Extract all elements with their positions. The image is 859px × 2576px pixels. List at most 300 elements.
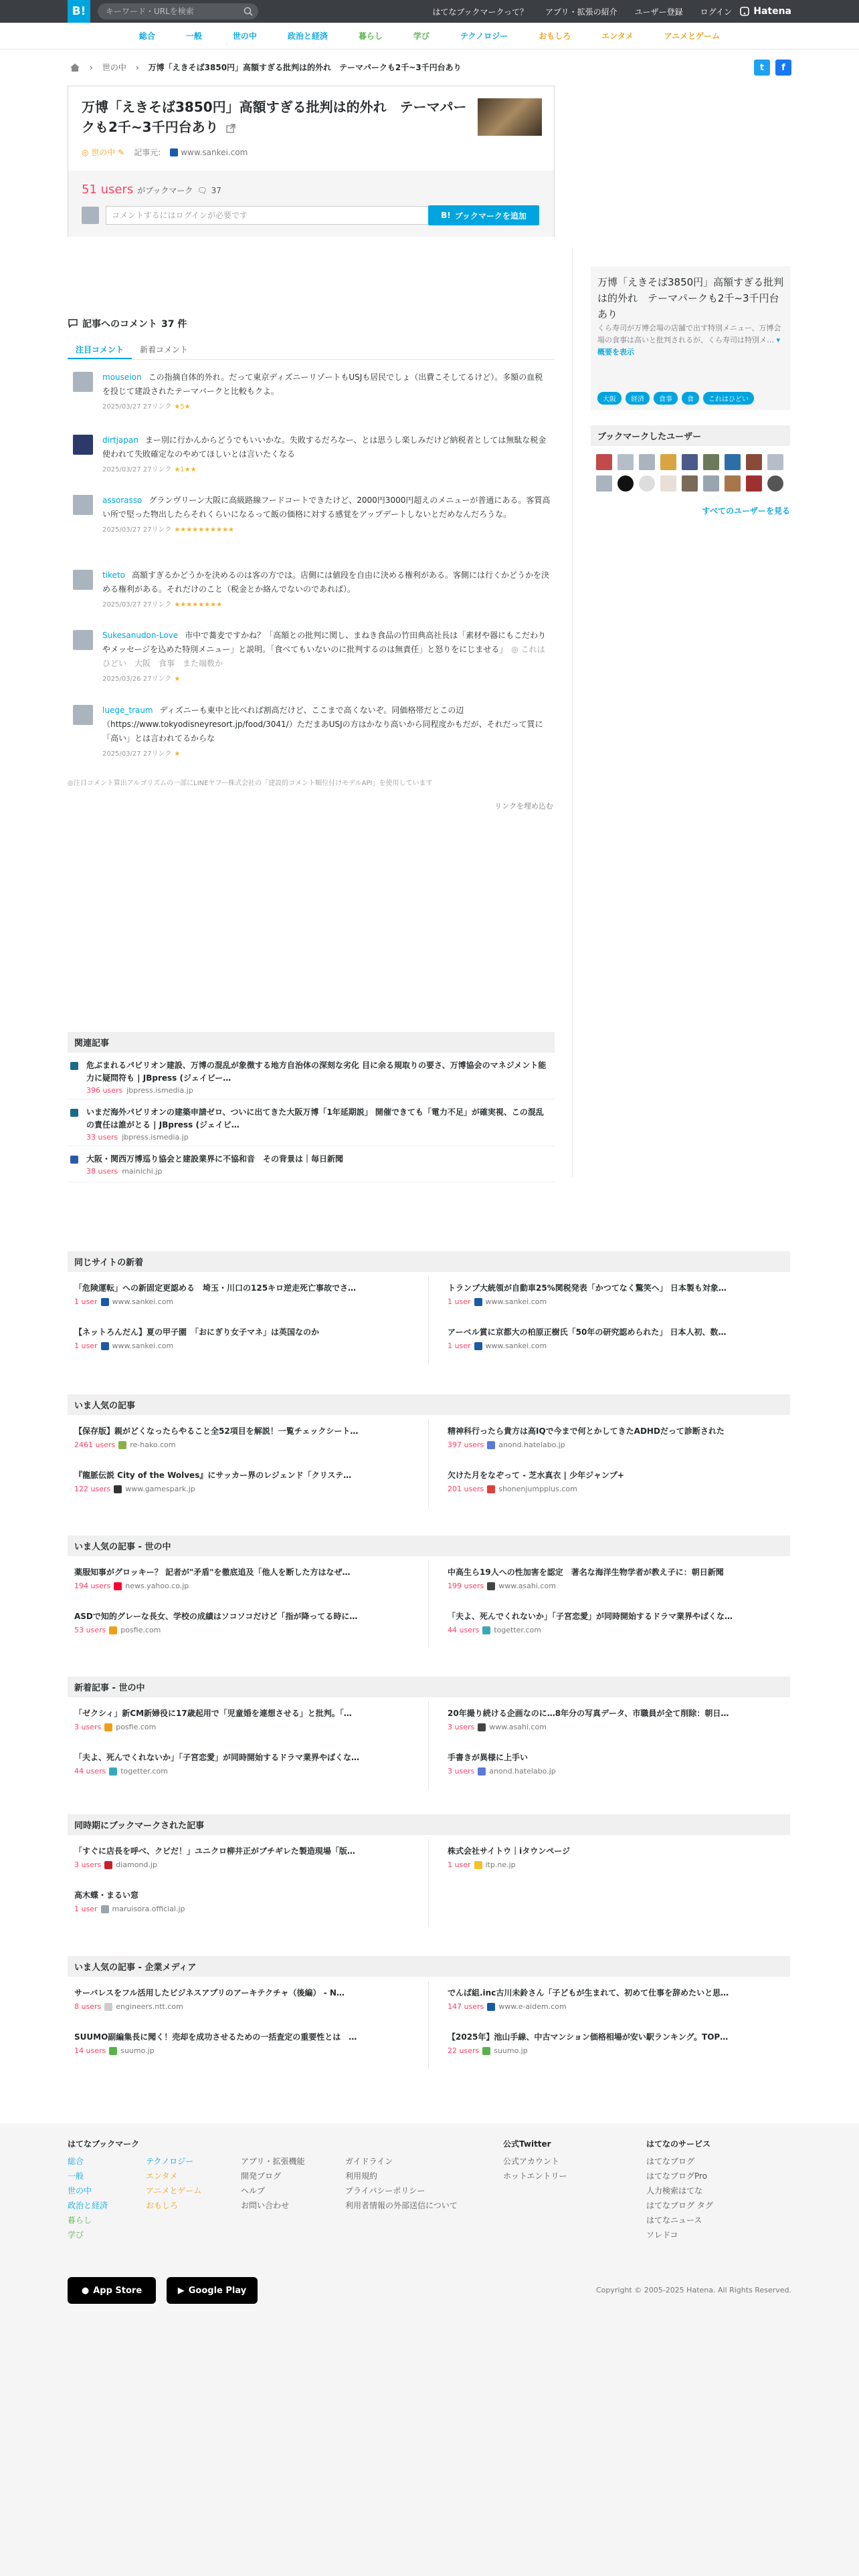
footer-link[interactable]: 公式アカウント: [503, 2157, 559, 2166]
article-cell[interactable]: [68, 1701, 429, 1745]
breadcrumb-category[interactable]: 世の中: [102, 63, 126, 72]
comment-user[interactable]: luege_traum: [102, 706, 153, 715]
article-title: でんぱ組.inc古川未鈴さん「子どもが生まれて、初めて仕事を辞めたいと思…: [448, 1988, 729, 1998]
article-meta: [448, 1582, 778, 1590]
entry-category[interactable]: ◎ 世の中 ✎: [82, 148, 125, 157]
article-domain: anond.hatelabo.jp: [498, 1440, 565, 1449]
article-meta: [448, 1440, 778, 1449]
jbpress-favicon-icon: [70, 1062, 78, 1070]
article-title: 【保存版】親がどくなったらやること全52項目を解説！一覧チェックシート…: [74, 1426, 359, 1436]
article-title: 『龍脈伝説 City of the Wolves』にサッカー界のレジェンド「クリステ…: [74, 1471, 352, 1480]
comment-text: グランヴリーン大阪に高級路線フードコートできたけど、2000円3000円超えのメニューが普通にある。客質高い所で堅った物出したらそれくらいになるって飯の価格に対する感覚をアップデートしないとだめなんだろうな。: [102, 496, 551, 519]
article-meta: [74, 1767, 416, 1776]
add-bookmark-button[interactable]: [428, 205, 539, 225]
footer-link[interactable]: ソレドコ: [646, 2230, 678, 2240]
comment-date[interactable]: 2025/03/26: [102, 675, 141, 683]
article-meta: [74, 1905, 416, 1913]
article-users: 3 users: [448, 1723, 475, 1731]
user-avatar[interactable]: [682, 454, 698, 470]
comment-date[interactable]: 2025/03/27: [102, 403, 141, 411]
user-avatar[interactable]: [660, 475, 676, 492]
user-avatar[interactable]: [639, 454, 655, 470]
asahi-favicon-icon: [478, 1723, 486, 1731]
breadcrumb-separator: ›: [135, 62, 139, 72]
footer-link[interactable]: ホットエントリー: [503, 2171, 567, 2181]
summary-text-body: くら寿司が万博会場の店舗で出す特別メニュー、万博会場の食事は高いと批判されるが、くら寿司は特別メ…: [597, 324, 781, 344]
article-title: 「すぐに店長を呼べ、クビだ！」ユニクロ柳井正がブチギレた製造現場「版…: [74, 1846, 355, 1856]
article-meta: [448, 1626, 778, 1634]
aidem-favicon-icon: [487, 2003, 495, 2011]
article-domain: news.yahoo.co.jp: [125, 1582, 189, 1590]
avatar[interactable]: [73, 570, 93, 590]
comment-date[interactable]: 2025/03/27: [102, 601, 141, 609]
article-users: 194 users: [74, 1582, 111, 1590]
star-icon[interactable]: ★5★: [174, 403, 191, 411]
related-title: 危ぶまれるパビリオン建設、万博の混乱が象徴する地方自治体の深刻な劣化 目に余る規取りの要さ、万博協会のマネジメント能力に疑問符も | JBpress (ジェイビー…: [86, 1061, 547, 1083]
footer-link[interactable]: はてなブログPro: [646, 2171, 708, 2181]
source-link[interactable]: [170, 148, 248, 157]
star-icon[interactable]: ★: [174, 675, 181, 683]
all-users-link[interactable]: すべてのユーザーを見る: [702, 506, 790, 516]
comment-meta: [102, 523, 551, 537]
section-heading: 新着記事 - 世の中: [68, 1677, 790, 1697]
entry-title-text: 万博「えきそば3850円」高額すぎる批判は的外れ テーマパークも2千~3千円台あり: [82, 99, 467, 135]
footer-link[interactable]: 利用規約: [345, 2171, 378, 2181]
comment-meta: [102, 463, 551, 477]
entry-thumbnail[interactable]: [478, 98, 542, 136]
avatar[interactable]: [73, 630, 93, 650]
site-favicon-icon: [118, 1441, 126, 1449]
article-cell[interactable]: [68, 1745, 429, 1790]
comment-user[interactable]: Sukesanudon-Love: [102, 631, 179, 640]
article-title: 高木蝶・まるい窓: [74, 1891, 139, 1900]
user-avatar[interactable]: [596, 454, 612, 470]
article-users: 1 user: [448, 1341, 471, 1350]
article-meta: [74, 1440, 416, 1449]
footer-link[interactable]: はてなブログ タグ: [646, 2201, 713, 2210]
nav-economics[interactable]: 政治と経済: [287, 31, 328, 41]
footer-link[interactable]: お問い合わせ: [241, 2201, 290, 2210]
bookmark-panel: [68, 171, 554, 237]
comment-tags: ◎ これはひどい 大阪 食事 また端数か: [102, 645, 545, 668]
related-users: 396 users: [86, 1086, 123, 1095]
article-domain: www.gamespark.jp: [125, 1485, 195, 1493]
article-meta: [74, 2002, 416, 2011]
user-avatar[interactable]: [767, 454, 783, 470]
footer-link[interactable]: ヘルプ: [241, 2186, 266, 2195]
article-meta: [448, 1341, 778, 1350]
article-meta: [74, 1297, 416, 1306]
article-meta: [448, 2046, 778, 2055]
signup-link[interactable]: ユーザー登録: [634, 7, 683, 17]
article-users: 201 users: [448, 1485, 484, 1493]
footer-link[interactable]: 政治と経済: [68, 2201, 108, 2210]
article-cell[interactable]: [429, 1419, 790, 1463]
footer-col-apps: [241, 2154, 305, 2213]
related-users: 33 users: [86, 1133, 118, 1142]
comment-algorithm-note: ◎注目コメント算出アルゴリズムの一部にLINEヤフー株式会社の「建設的コメント順位付けモデルAPI」を使用しています: [68, 780, 433, 787]
comment-meta: [102, 598, 551, 612]
itp-favicon-icon: [474, 1861, 482, 1869]
hatena-brand-label: Hatena: [753, 6, 791, 17]
avatar[interactable]: [73, 372, 93, 392]
popular-section: [68, 1394, 790, 1507]
comment-box: [82, 205, 443, 225]
footer-link[interactable]: アプリ・拡張機能: [241, 2157, 305, 2166]
new-society-section: [68, 1677, 790, 1790]
article-cell[interactable]: [68, 1320, 429, 1364]
comment-body: [102, 629, 551, 686]
nav-fun[interactable]: おもしろ: [539, 31, 571, 41]
article-title: 【ネットろんだん】夏の甲子園 「おにぎり女子マネ」は英国なのか: [74, 1327, 320, 1337]
article-cell[interactable]: [68, 1981, 429, 2025]
hatena-bookmark-logo[interactable]: B!: [68, 0, 90, 23]
article-title: 【2025年】池山手線、中古マンション価格相場が安い駅ランキング。TOP…: [448, 2032, 729, 2042]
related-meta: [80, 1167, 555, 1176]
related-item[interactable]: [68, 1146, 555, 1182]
nav-sougou[interactable]: 総合: [138, 31, 155, 41]
article-cell[interactable]: [429, 1320, 790, 1364]
sankei-favicon-icon: [474, 1342, 482, 1350]
google-play-badge[interactable]: [167, 2277, 258, 2304]
comment-meta: [102, 400, 551, 414]
footer-link[interactable]: 総合: [68, 2157, 84, 2166]
facebook-share-icon[interactable]: f: [775, 60, 791, 76]
anond-favicon-icon: [478, 1767, 486, 1776]
comment-text: まー別に行かんからどうでもいいかな。失敗するだろなー、とは思うし楽しみだけど納税者としては無駄な税金使われて失敗確定なのやめてほしいとは言いたくなる: [102, 435, 547, 459]
summary-box: [591, 266, 790, 410]
summary-more-link[interactable]: ▾ 概要を表示: [597, 336, 781, 356]
footer-link[interactable]: 暮らし: [68, 2216, 92, 2225]
article-users: 1 user: [448, 1860, 471, 1869]
entry-meta: [82, 146, 248, 158]
article-cell[interactable]: [68, 2025, 429, 2069]
nav-life[interactable]: 暮らし: [358, 31, 383, 41]
article-title: 20年撮り続ける企画なのに…8年分の写真データ、市職員が全て削除：朝日…: [448, 1709, 729, 1718]
tag-list: [597, 392, 754, 405]
nav-social[interactable]: 世の中: [232, 31, 257, 41]
sankei-favicon-icon: [474, 1298, 482, 1306]
article-domain: www.sankei.com: [112, 1341, 174, 1350]
article-domain: www.sankei.com: [485, 1297, 547, 1306]
tab-popular[interactable]: 注目コメント: [68, 341, 132, 359]
nav-it[interactable]: テクノロジー: [460, 31, 508, 41]
user-avatar-grid: [591, 446, 790, 492]
article-cell[interactable]: [429, 1463, 790, 1507]
article-cell[interactable]: [68, 1560, 429, 1604]
article-title: 手書きが異様に上手い: [448, 1753, 529, 1762]
footer-heading: 公式Twitter: [503, 2139, 551, 2149]
corporate-media-section: [68, 1956, 790, 2069]
tab-new[interactable]: 新着コメント: [140, 345, 189, 354]
breadcrumb: [70, 62, 462, 73]
footer-link[interactable]: 世の中: [68, 2186, 92, 2195]
related-title: いまだ海外パビリオンの建築申請ゼロ、ついに出てきた大阪万博「1年延期説」 開催できても「電力不足」が確実視、この混乱の責任は誰がとる | JBpress (ジェイビ…: [86, 1107, 544, 1130]
tag[interactable]: これはひどい: [703, 392, 754, 405]
star-icon[interactable]: ★1★★: [174, 466, 197, 473]
comment-user[interactable]: tiketo: [102, 570, 125, 580]
entry-title[interactable]: [82, 97, 470, 137]
article-title: ASDで知的グレーな長女、学校の成績はソコソコだけど「指が降ってる時に…: [74, 1612, 358, 1621]
article-users: 122 users: [74, 1485, 111, 1493]
entry-category-label: 世の中: [91, 148, 116, 157]
comment-link-count[interactable]: 27リンク: [142, 403, 172, 411]
user-avatar[interactable]: [682, 475, 698, 492]
article-title: 株式会社サイトウ｜iタウンページ: [448, 1846, 571, 1856]
avatar[interactable]: [73, 495, 93, 515]
article-users: 44 users: [448, 1626, 480, 1634]
article-cell[interactable]: [429, 1745, 790, 1790]
comment-link-count[interactable]: 27リンク: [142, 675, 172, 683]
article-domain: www.asahi.com: [489, 1723, 547, 1731]
comment-text: 高額すぎるかどうかを決めるのは客の方では。店側には値段を自由に決める権利がある。客側には行くかどうかを決める権利がある。それだけのこと（税金とか絡んでないのであれば）。: [102, 570, 550, 594]
comment-text: この指摘自体的外れ。だって東京ディズニーリゾートもUSJも居民でしょ（出費こそしてるけど）。多額の血税を投じて建設されたテーマパークと比較もクよ。: [102, 372, 543, 396]
apps-link[interactable]: アプリ・拡張の紹介: [545, 7, 617, 17]
article-meta: [74, 1582, 416, 1590]
article-cell[interactable]: [429, 1560, 790, 1604]
article-users: 22 users: [448, 2046, 480, 2055]
footer-link[interactable]: 利用者情報の外部送信について: [345, 2201, 458, 2210]
footer-services: [646, 2137, 713, 2242]
comment-link-count[interactable]: 27リンク: [142, 601, 172, 609]
comment-link-count[interactable]: 27リンク: [142, 466, 172, 473]
article-cell[interactable]: [68, 1463, 429, 1507]
footer-categories: [68, 2137, 139, 2242]
related-meta: [80, 1133, 555, 1142]
article-domain: togetter.com: [120, 1767, 168, 1776]
bookmark-users: [591, 425, 790, 516]
bookmark-b-icon: B!: [441, 211, 451, 220]
footer-twitter: [503, 2137, 567, 2183]
user-avatar[interactable]: [596, 475, 612, 492]
avatar[interactable]: [73, 705, 93, 725]
related-title: 大阪・関西万博巡り協会と建設業界に不協和音 その背景は｜毎日新聞: [86, 1154, 344, 1164]
article-meta: [448, 1297, 778, 1306]
section-heading: 同じサイトの新着: [68, 1251, 790, 1272]
footer-link[interactable]: エンタメ: [146, 2171, 178, 2181]
nav-knowledge[interactable]: 学び: [413, 31, 430, 41]
nav-general[interactable]: 一般: [185, 31, 202, 41]
user-avatar[interactable]: [617, 475, 634, 492]
article-users: 2461 users: [74, 1440, 116, 1449]
comment-user[interactable]: mouseion: [102, 372, 142, 382]
article-cell[interactable]: [429, 1701, 790, 1745]
summary-more-label: 概要を表示: [597, 348, 634, 356]
article-cell[interactable]: [429, 2025, 790, 2069]
article-users: 3 users: [74, 1860, 102, 1869]
article-cell-empty: [429, 1883, 790, 1927]
article-users: 147 users: [448, 2002, 484, 2011]
login-link[interactable]: ログイン: [700, 7, 732, 17]
comments-heading: [68, 317, 187, 330]
user-avatar[interactable]: [746, 475, 762, 492]
footer-link[interactable]: おもしろ: [146, 2201, 179, 2210]
article-users: 199 users: [448, 1582, 484, 1590]
article-domain: shonenjumpplus.com: [498, 1485, 577, 1493]
tag[interactable]: 食事: [654, 392, 678, 405]
footer-link[interactable]: 一般: [68, 2171, 84, 2181]
article-title: 「夫よ、死んでくれないか」「子宮恋愛」が同時開始するドラマ業界やばくな…: [74, 1753, 360, 1762]
comment-date[interactable]: 2025/03/27: [102, 526, 141, 534]
article-users: 53 users: [74, 1626, 106, 1634]
popular-society-section: [68, 1535, 790, 1648]
footer-heading: はてなブックマーク: [68, 2139, 140, 2149]
comment-input[interactable]: コメントするにはログインが必要です: [106, 206, 443, 225]
star-icon[interactable]: ★★★★★★★★: [174, 601, 223, 609]
suumo-favicon-icon: [482, 2047, 490, 2055]
article-domain: diamond.jp: [116, 1860, 157, 1869]
footer-link[interactable]: プライバシーポリシー: [345, 2186, 425, 2195]
comment-link-count[interactable]: 27リンク: [142, 750, 172, 758]
article-domain: www.sankei.com: [485, 1341, 547, 1350]
user-avatar[interactable]: [725, 454, 741, 470]
article-domain: suumo.jp: [120, 2046, 155, 2055]
about-link[interactable]: はてなブックマークって？: [432, 7, 529, 17]
article-cell[interactable]: [429, 1604, 790, 1648]
article-domain: www.e-aidem.com: [498, 2002, 567, 2011]
related-item[interactable]: [68, 1099, 555, 1146]
related-meta: [80, 1086, 555, 1095]
related-domain: jbpress.ismedia.jp: [122, 1133, 189, 1142]
entry-card: [68, 86, 555, 237]
top-links: [432, 0, 732, 23]
article-meta: [448, 1860, 778, 1869]
app-store-label: App Store: [93, 2285, 142, 2296]
breadcrumb-title: 万博「えきそば3850円」高額すぎる批判は的外れ テーマパークも2千~3千円台あり: [148, 63, 462, 72]
tag[interactable]: 食: [682, 392, 699, 405]
article-title: トランプ大統領が自動車25%関税発表「かつてなく驚笑へ」 日本製も対象…: [448, 1283, 727, 1293]
related-item[interactable]: [68, 1053, 555, 1099]
article-domain: togetter.com: [494, 1626, 541, 1634]
jbpress-favicon-icon: [70, 1109, 78, 1117]
article-meta: [448, 1485, 778, 1493]
user-avatar[interactable]: [660, 454, 676, 470]
twitter-share-icon[interactable]: t: [754, 60, 770, 76]
comment-user[interactable]: assorasso: [102, 496, 142, 505]
user-avatar[interactable]: [767, 475, 783, 492]
comment-tags-text: これはひどい 大阪 食事 また端数か: [102, 645, 545, 668]
article-cell[interactable]: [68, 1604, 429, 1648]
footer-link[interactable]: アニメとゲーム: [146, 2186, 202, 2195]
user-avatar[interactable]: [617, 454, 634, 470]
search-input[interactable]: [98, 3, 258, 19]
breadcrumb-separator: ›: [90, 62, 93, 72]
embed-link[interactable]: リンクを埋め込む: [494, 802, 553, 811]
site-favicon-icon: [487, 1441, 495, 1449]
comment-body: [102, 433, 551, 477]
footer-link[interactable]: 開発ブログ: [241, 2171, 282, 2181]
hatena-brand[interactable]: [740, 0, 791, 23]
users-count-suffix: がブックマーク: [137, 186, 193, 195]
site-favicon-icon: [114, 1485, 122, 1493]
avatar: [82, 207, 99, 224]
search-placeholder: キーワード・URLを検索: [106, 7, 194, 16]
article-domain: posfie.com: [116, 1723, 157, 1731]
footer-link[interactable]: はてなニュース: [646, 2216, 702, 2225]
user-avatar[interactable]: [703, 454, 719, 470]
user-avatar[interactable]: [639, 475, 655, 492]
comment-text: 市中で蕎麦ですかね？「高額との批判に関し、まねき食品の竹田典高社長は「素材や器にもこだわりやメッセージを込めた特別メニュー」と説明。「食べてもいないのに批判するのは無責任」と怒りをにじませる」: [102, 631, 547, 654]
site-favicon-icon: [487, 1485, 495, 1493]
article-meta: [448, 1767, 778, 1776]
bookmark-users-heading: ブックマークしたユーザー: [591, 425, 790, 446]
comment-date[interactable]: 2025/03/27: [102, 750, 141, 758]
tag[interactable]: 経済: [626, 392, 650, 405]
related-domain: jbpress.ismedia.jp: [126, 1086, 193, 1095]
nav-game[interactable]: アニメとゲーム: [664, 31, 721, 41]
article-cell[interactable]: [68, 1839, 429, 1883]
comment-link-count[interactable]: 27リンク: [142, 526, 172, 534]
sankei-favicon-icon: [101, 1342, 109, 1350]
posfie-favicon-icon: [109, 1626, 117, 1634]
section-heading: 同時期にブックマークされた記事: [68, 1814, 790, 1835]
star-icon[interactable]: ★★★★★★★★★★: [174, 526, 235, 534]
article-meta: [74, 1485, 416, 1493]
user-avatar[interactable]: [703, 475, 719, 492]
article-title: 「ゼクシィ」新CM新婦役に17歳起用で「児童婚を連想させる」と批判。「…: [74, 1709, 352, 1718]
article-cell[interactable]: [68, 1883, 429, 1927]
avatar[interactable]: [73, 435, 93, 455]
ntt-favicon-icon: [104, 2003, 112, 2011]
users-count[interactable]: [82, 183, 221, 197]
article-title: 中高生ら19人への性加害を認定 著名な海洋生物学者が教え子に：朝日新聞: [448, 1568, 724, 1577]
app-store-badge[interactable]: [68, 2277, 156, 2304]
article-meta: [74, 1723, 416, 1731]
suumo-favicon-icon: [109, 2047, 117, 2055]
footer-link[interactable]: ガイドライン: [345, 2157, 393, 2166]
article-title: サーバレスをフル活用したビジネスアプリのアーキテクチャ（後編） - N…: [74, 1988, 345, 1998]
comment-body: [102, 704, 551, 761]
article-cell[interactable]: [68, 1419, 429, 1463]
article-users: 44 users: [74, 1767, 106, 1776]
article-title: SUUMO副編集長に聞く！売却を成功させるための一括査定の重要性とは …: [74, 2032, 357, 2042]
section-heading: いま人気の記事 - 世の中: [68, 1535, 790, 1556]
home-icon[interactable]: [70, 63, 80, 72]
article-users: 1 user: [74, 1905, 98, 1913]
nav-entertainment[interactable]: エンタメ: [601, 31, 634, 41]
article-users: 3 users: [74, 1723, 102, 1731]
footer-link[interactable]: 人力検索はてな: [646, 2186, 703, 2195]
footer-link[interactable]: はてなブログ: [646, 2157, 695, 2166]
comment-meta: [102, 747, 551, 761]
article-cell[interactable]: [429, 1276, 790, 1320]
article-title: 「危険運転」への新固定更認める 埼玉・川口の125キロ逆走死亡事故でさ…: [74, 1283, 357, 1293]
article-title: アーベル賞に京都大の柏原正樹氏「50年の研究認められた」 日本人初、数…: [448, 1327, 727, 1337]
comment-date[interactable]: 2025/03/27: [102, 466, 141, 473]
comment-user[interactable]: dirtjapan: [102, 435, 138, 445]
article-cell[interactable]: [68, 1276, 429, 1320]
article-cell[interactable]: [429, 1839, 790, 1883]
article-meta: [448, 2002, 778, 2011]
asahi-favicon-icon: [487, 1582, 495, 1590]
google-play-label: Google Play: [188, 2285, 247, 2296]
article-domain: re-hako.com: [130, 1440, 176, 1449]
source-domain: www.sankei.com: [181, 147, 248, 157]
user-avatar[interactable]: [725, 475, 741, 492]
article-meta: [74, 1626, 416, 1634]
footer-categories-2: [146, 2154, 201, 2213]
article-domain: www.asahi.com: [498, 1582, 556, 1590]
article-domain: maruisora.official.jp: [112, 1905, 185, 1913]
site-favicon-icon: [101, 1905, 109, 1913]
star-icon[interactable]: ★: [174, 750, 181, 758]
comment-body: [102, 494, 551, 537]
footer-link[interactable]: 学び: [68, 2230, 84, 2240]
user-avatar[interactable]: [746, 454, 762, 470]
footer-link[interactable]: テクノロジー: [146, 2157, 194, 2166]
article-cell[interactable]: [429, 1981, 790, 2025]
tag[interactable]: 大阪: [597, 392, 622, 405]
